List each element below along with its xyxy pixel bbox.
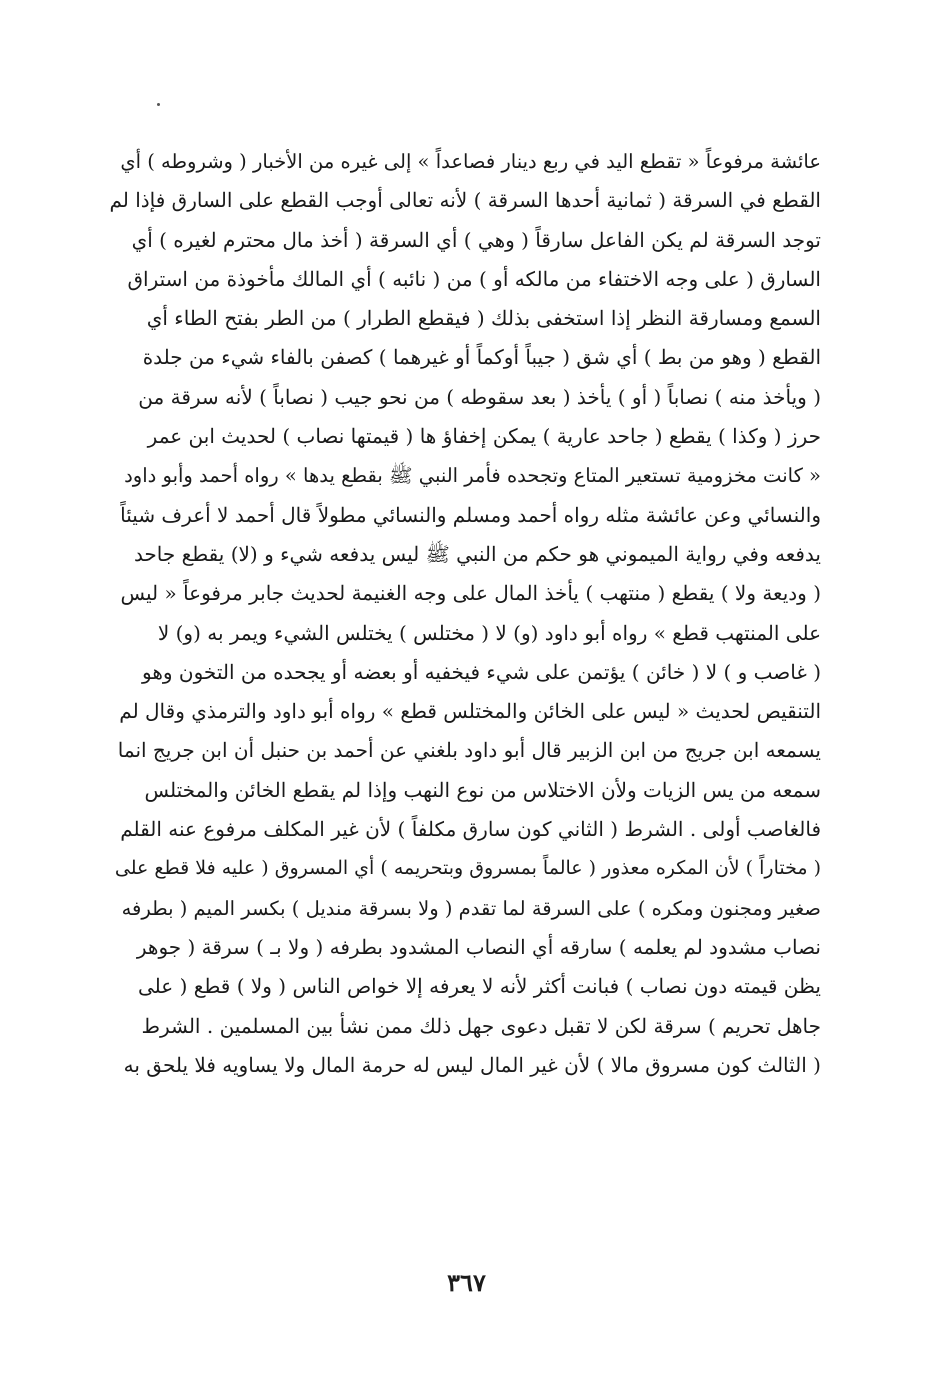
text-line: يظن قيمته دون نصاب ) فبانت أكثر لأنه لا يعرفه إلا خواص الناس ( ولا ) قطع ( على xyxy=(137,974,821,999)
ink-speck xyxy=(157,103,160,106)
text-line: السمع ومسارقة النظر إذا استخفى بذلك ( فيقطع الطرار ) من الطر بفتح الطاء أي xyxy=(146,306,821,331)
text-line: ( وديعة ولا ) يقطع ( منتهب ) يأخذ المال على وجه الغنيمة لحديث جابر مرفوعاً « ليس xyxy=(120,581,821,606)
text-line: على المنتهب قطع » رواه أبو داود (و) لا ( مختلس ) يختلس الشيء ويمر به (و) لا xyxy=(157,620,821,645)
text-line: صغير ومجنون ومكره ) على السرقة لما تقدم ( ولا بسرقة منديل ) بكسر الميم ( بطرفه xyxy=(121,896,821,920)
text-line: سمعه من يس الزيات ولأن الاختلاس من نوع النهب وإذا لم يقطع الخائن والمختلس xyxy=(144,777,821,802)
text-line: توجد السرقة لم يكن الفاعل سارقاً ( وهي ) أي السرقة ( أخذ مال محترم لغيره ) أي xyxy=(131,227,821,252)
text-line: يسمعه ابن جريج من ابن الزبير قال أبو داود بلغني عن أحمد بن حنبل أن ابن جريج انما xyxy=(117,738,821,763)
text-line: ( ويأخذ منه ) نصاباً ( أو ) يأخذ ( بعد سقوطه ) من نحو جيب ( نصاباً ) لأنه سرقة من xyxy=(138,384,821,409)
text-line: القطع في السرقة ( ثمانية أحدها السرقة ) لأنه تعالى أوجب القطع على السارق فإذا لم xyxy=(109,188,821,213)
text-line: فالغاصب أولى . الشرط ( الثاني كون سارق مكلفاً ) لأن غير المكلف مرفوع عنه القلم xyxy=(120,817,821,842)
text-line: « كانت مخزومية تستعير المتاع وتجحده فأمر النبي ﷺ بقطع يدها » رواه أحمد وأبو داود xyxy=(124,464,821,488)
body-text xyxy=(109,142,821,1085)
text-line: يدفعه وفي رواية الميموني هو حكم من النبي ﷺ ليس يدفعه شيء و (لا) يقطع جاحد xyxy=(133,541,821,566)
text-line: ( الثالث كون مسروق مالا ) لأن غير المال ليس له حرمة المال ولا يساويه فلا يلحق به xyxy=(123,1052,821,1077)
text-line: التنقيص لحديث « ليس على الخائن والمختلس قطع » رواه أبو داود والترمذي وقال لم xyxy=(119,699,821,724)
text-line: السارق ( على وجه الاختفاء من مالكه أو ) من ( نائبه ) أي المالك مأخوذة من استراق xyxy=(127,266,821,291)
text-line: عائشة مرفوعاً « تقطع اليد في ربع دينار فصاعداً » إلى غيره من الأخبار ( وشروطه ) أي xyxy=(120,150,821,173)
text-line: حرز ( وكذا ) يقطع ( جاحد عارية ) يمكن إخفاؤ ها ( قيمتها نصاب ) لحديث ابن عمر xyxy=(147,424,821,449)
text-line: ( غاصب و ) لا ( خائن ) يؤتمن على شيء فيخفيه أو بعضه أو يجحده من التخون وهو xyxy=(142,659,821,684)
text-line: جاهل تحريم ) سرقة لكن لا تقبل دعوى جهل ذلك ممن نشأ بين المسلمين . الشرط xyxy=(141,1013,821,1038)
page-number: ٣٦٧ xyxy=(447,1268,486,1297)
text-line: القطع ( وهو من بط ) أي شق ( جيباً أوكماً أو غيرهما ) كصفن بالفاء شيء من جلدة xyxy=(142,345,821,370)
text-line: نصاب مشدود لم يعلمه ) سارقه أي النصاب المشدود بطرفه ( ولا بـ ) سرقة ( جوهر xyxy=(136,934,821,959)
text-line: والنسائي وعن عائشة مثله رواه أحمد ومسلم والنسائي مطولاً قال أحمد لا أعرف شيئاً xyxy=(120,502,821,527)
text-line: ( مختاراً ) لأن المكره معذور ( عالماً بمسروق وبتحريمه ) أي المسروق ( عليه فلا قطع على xyxy=(114,857,821,880)
